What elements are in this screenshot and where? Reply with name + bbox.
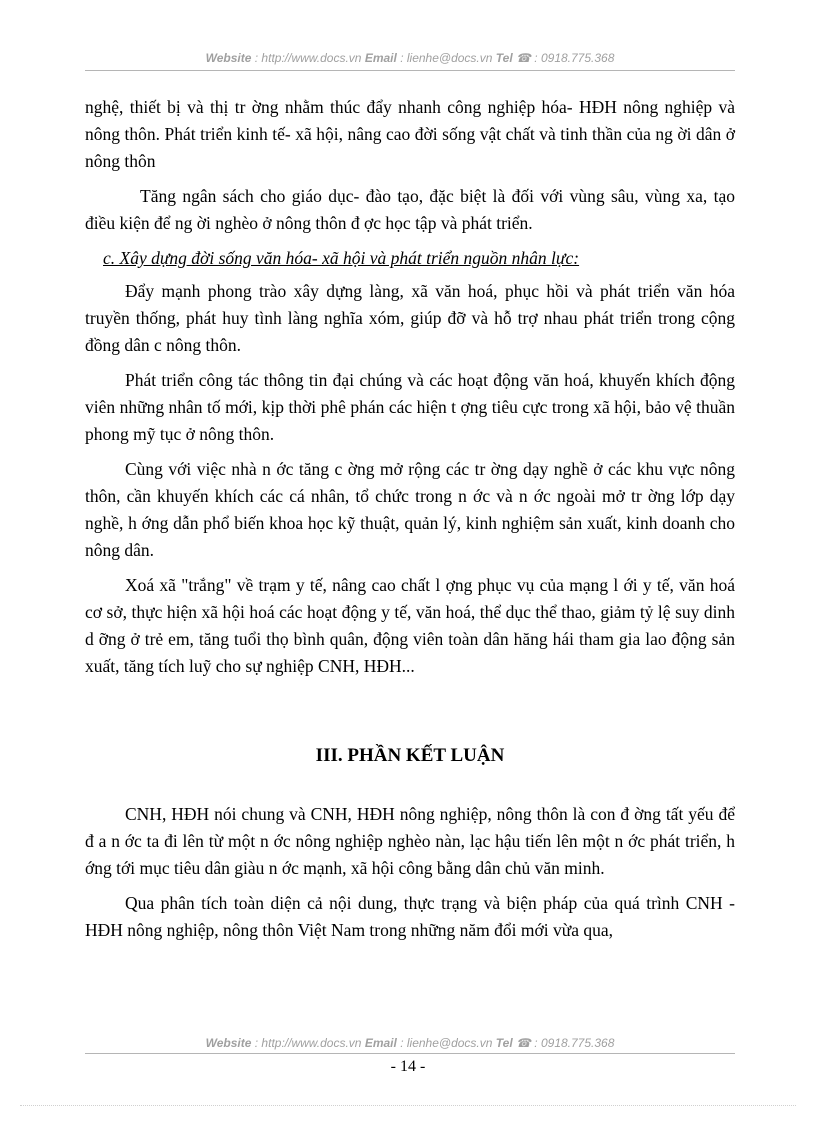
paragraph: nghệ, thiết bị và thị tr ờng nhằm thúc đẩy nhanh công nghiệp hóa- HĐH nông nghiệp và nông thôn. Phát triển kinh tế- xã hội, nâng cao đời sống vật chất và tinh thần của ng ời dân ở nông thôn xyxy=(85,97,735,171)
footer-email-label: Email xyxy=(364,1036,397,1050)
paragraph: Phát triển công tác thông tin đại chúng và các hoạt động văn hoá, khuyến khích động viên những nhân tố mới, kịp thời phê phán các hiện t ợng tiêu cực trong xã hội, bảo vệ thuần phong mỹ tục ở nông thôn. xyxy=(85,370,735,444)
document-body xyxy=(85,94,735,952)
paragraph: CNH, HĐH nói chung và CNH, HĐH nông nghiệp, nông thôn là con đ ờng tất yếu để đ a n ớc ta đi lên từ một n ớc nông nghiệp nghèo nàn, lạc hậu tiến lên một n ớc phát triển, h ớng tới mục tiêu dân giàu n ớc mạnh, xã hội công bằng dân chủ văn minh. xyxy=(85,804,735,878)
paragraph: Đẩy mạnh phong trào xây dựng làng, xã văn hoá, phục hồi và phát triển văn hóa truyền thống, phát huy tình làng nghĩa xóm, giúp đỡ và hỗ trợ nhau phát triển trong cộng đồng dân c nông thôn. xyxy=(85,281,735,355)
header-tel-value: ☎ : 0918.775.368 xyxy=(516,51,615,65)
paragraph: Xoá xã "trắng" về trạm y tế, nâng cao chất l ợng phục vụ của mạng l ới y tế, văn hoá cơ sở, thực hiện xã hội hoá các hoạt động y tế, văn hoá, thể dục thể thao, giảm tỷ lệ suy dinh d ỡng ở trẻ em, tăng tuổi thọ bình quân, động viên toàn dân hăng hái tham gia lao động sản xuất, tăng tích luỹ cho sự nghiệp CNH, HĐH... xyxy=(85,575,735,676)
header-email-label: Email xyxy=(364,51,397,65)
page-footer xyxy=(85,1036,735,1050)
header-website-value: : http://www.docs.vn xyxy=(254,51,362,65)
page-bottom-border xyxy=(20,1105,796,1106)
paragraph: Cùng với việc nhà n ớc tăng c ờng mở rộng các tr ờng dạy nghề ở các khu vực nông thôn, cần khuyến khích các cá nhân, tổ chức trong n ớc và n ớc ngoài mở tr ờng lớp dạy nghề, h ớng dẫn phổ biến khoa học kỹ thuật, quản lý, kinh nghiệm sản xuất, kinh doanh cho nông dân. xyxy=(85,459,735,560)
paragraph: Qua phân tích toàn diện cả nội dung, thực trạng và biện pháp của quá trình CNH - HĐH nông nghiệp, nông thôn Việt Nam trong những năm đổi mới vừa qua, xyxy=(85,893,735,940)
section-title: III. PHẦN KẾT LUẬN xyxy=(315,745,505,766)
page-number: - 14 - xyxy=(390,1058,426,1075)
header-divider xyxy=(85,70,735,71)
header-website-label: Website xyxy=(205,51,252,65)
footer-website-value: : http://www.docs.vn xyxy=(254,1036,362,1050)
footer-divider xyxy=(85,1053,735,1054)
header-email-value: : lienhe@docs.vn xyxy=(400,51,493,65)
footer-email-value: : lienhe@docs.vn xyxy=(400,1036,493,1050)
footer-tel-label: Tel xyxy=(495,1036,513,1050)
subsection-heading: c. Xây dựng đời sống văn hóa- xã hội và phát triển nguồn nhân lực: xyxy=(103,248,580,268)
page-header xyxy=(85,51,735,65)
paragraph: Tăng ngân sách cho giáo dục- đào tạo, đặc biệt là đối với vùng sâu, vùng xa, tạo điều kiện để ng ời nghèo ở nông thôn đ ợc học tập và phát triển. xyxy=(85,186,735,233)
footer-tel-value: ☎ : 0918.775.368 xyxy=(516,1036,615,1050)
header-tel-label: Tel xyxy=(495,51,513,65)
footer-website-label: Website xyxy=(205,1036,252,1050)
